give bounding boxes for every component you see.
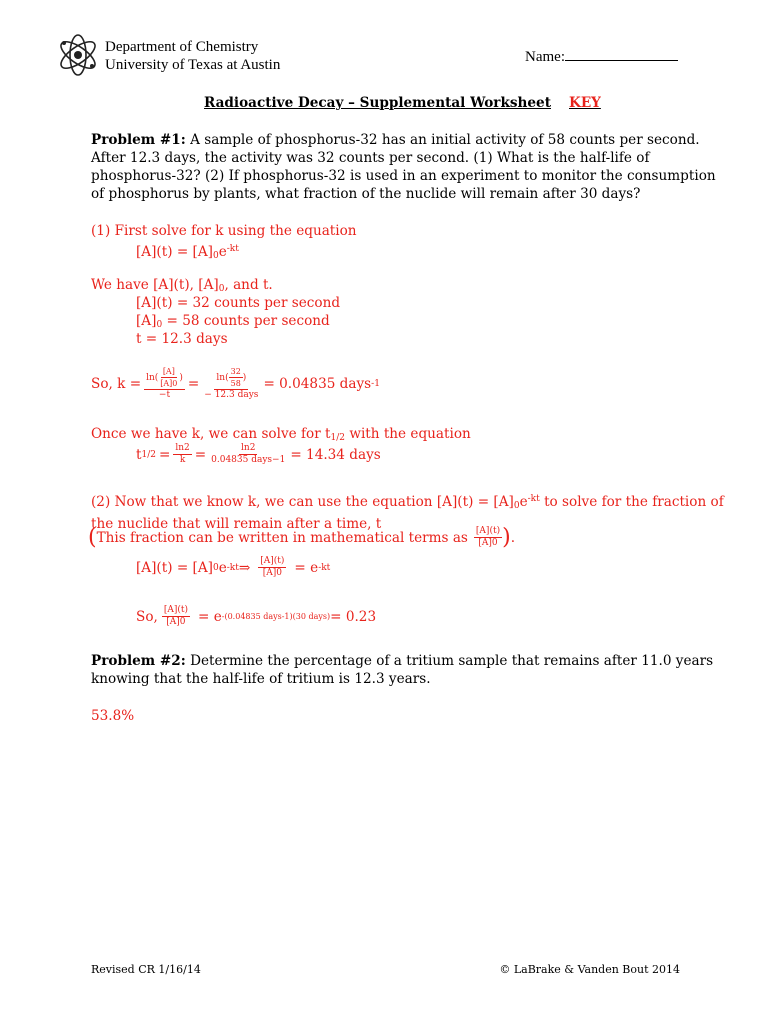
fraction-equation: [A](t) = [A] 0 e -kt ⇒ $\frac{[A](t)}{[A]0}$ = e -kt: [136, 556, 331, 578]
name-label: Name:: [525, 49, 565, 65]
page-title: [204, 94, 601, 112]
name-field: [525, 48, 678, 66]
name-blank-line: [565, 48, 678, 61]
decay-equation: $[A](t) = [A]_0e^{-kt}$: [136, 244, 239, 261]
footer-revised: Revised CR 1/16/14: [91, 963, 201, 976]
step-1-text: (1) First solve for k using the equation: [91, 223, 357, 239]
half-life-equation: t 1/2 = $\frac{\ln 2}{k}$ = $\frac{\ln 2}{\text{0.04835 days−1}}$ = 14.34 days: [136, 443, 381, 465]
problem-1-line: of phosphorus by plants, what fraction of the nuclide will remain after 30 days?: [91, 186, 641, 202]
k-equation: So, k = ln( $\frac{[A]}{[A]0}$ ) −t = ln( $\frac{32}{58}$ ) − 12.3 days = 0.04835 days -1: [91, 367, 380, 400]
dept-line-2: University of Texas at Austin: [105, 57, 281, 73]
half-life-intro: Once we have k, we can solve for $t_{1/2}$ with the equation: [91, 426, 471, 443]
footer-copyright: © LaBrake & Vanden Bout 2014: [499, 963, 680, 976]
problem-2: Problem #2: Determine the percentage of a tritium sample that remains after 11.0 years knowing that the half-life of tritium is 12.3 years.: [91, 653, 714, 687]
title-text: Radioactive Decay – Supplemental Worksheet: [204, 95, 551, 111]
given-at: [A](t) = 32 counts per second: [136, 295, 341, 311]
part-2-text: (2) Now that we know k, we can use the equation $[A](t) = [A]_0e^{-kt}$ to solve for the fraction of the nuclide that will remain after a time, t: [91, 494, 724, 532]
problem-1-line: After 12.3 days, the activity was 32 counts per second. (1) What is the half-life of: [91, 150, 650, 166]
problem-1-label: Problem #1:: [91, 132, 186, 148]
given-values-intro: We have [A](t), $[A]_0$, and t.: [91, 277, 273, 294]
problem-1-line: A sample of phosphorus-32 has an initial activity of 58 counts per second.: [185, 132, 700, 148]
dept-line-1: Department of Chemistry: [105, 39, 259, 55]
fraction-result: So, $\frac{[A](t)}{[A]0}$ = e -(0.04835 days-1)(30 days) = 0.23: [136, 605, 377, 627]
problem-1-line: phosphorus-32? (2) If phosphorus-32 is used in an experiment to monitor the consumption: [91, 168, 716, 184]
atom-logo-icon: [56, 33, 100, 77]
department-name: [105, 38, 280, 74]
problem-2-answer: 53.8%: [91, 708, 135, 724]
problem-2-label: Problem #2:: [91, 653, 186, 669]
given-a0: $[A]_0 = 58$ counts per second: [136, 313, 330, 330]
given-t: t = 12.3 days: [136, 331, 228, 347]
fraction-definition: ( This fraction can be written in mathematical terms as $\frac{[A](t)}{[A]0}$ ) .: [88, 524, 516, 550]
problem-1: [91, 131, 716, 203]
key-label: KEY: [569, 95, 601, 111]
